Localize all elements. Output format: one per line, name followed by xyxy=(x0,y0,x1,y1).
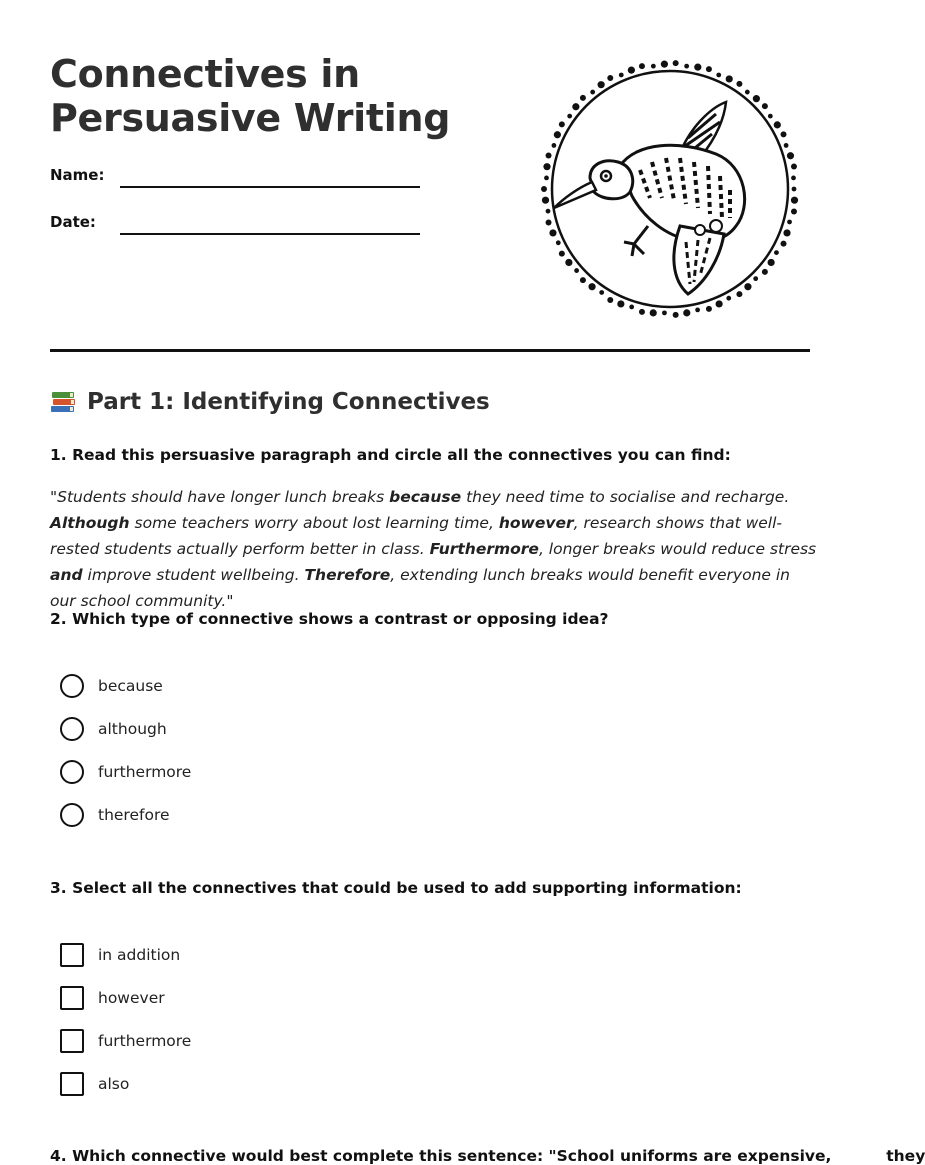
option-label: furthermore xyxy=(98,1032,192,1050)
question-4-text-end: they xyxy=(886,1147,925,1165)
question-2-option[interactable] xyxy=(60,803,170,827)
question-2-option[interactable] xyxy=(60,674,163,698)
connective-word[interactable]: Although xyxy=(50,514,130,532)
question-2-option[interactable] xyxy=(60,717,167,741)
connective-word[interactable]: Therefore xyxy=(304,566,391,584)
option-label: in addition xyxy=(98,946,181,964)
connective-word[interactable]: however xyxy=(498,514,574,532)
question-4-text: 4. Which connective would best complete this sentence: "School uniforms are expensive, xyxy=(50,1147,832,1165)
name-field[interactable] xyxy=(120,186,420,188)
option-label: although xyxy=(98,720,167,738)
question-3-option[interactable] xyxy=(60,986,165,1010)
part1-title: Part 1: Identifying Connectives xyxy=(87,388,490,415)
connective-word[interactable]: because xyxy=(389,488,462,506)
title-line-1: Connectives in xyxy=(50,52,360,96)
option-label: therefore xyxy=(98,806,170,824)
checkbox[interactable] xyxy=(60,1029,84,1053)
section-divider xyxy=(50,349,810,352)
checkbox[interactable] xyxy=(60,943,84,967)
option-label: because xyxy=(98,677,163,695)
question-3-prompt: 3. Select all the connectives that could be used to add supporting information: xyxy=(50,879,742,897)
question-2-option[interactable] xyxy=(60,760,191,784)
checkbox[interactable] xyxy=(60,986,84,1010)
radio-button[interactable] xyxy=(60,674,84,698)
name-label: Name: xyxy=(50,166,105,184)
radio-button[interactable] xyxy=(60,760,84,784)
question-3-option[interactable] xyxy=(60,1029,191,1053)
question-4-prompt xyxy=(50,1147,925,1165)
kiwi-bird-emblem-icon xyxy=(540,58,800,320)
paragraph-text: , research shows that well-rested students actually perform better in class. xyxy=(50,514,783,558)
paragraph-text: some teachers worry about lost learning time, xyxy=(129,514,499,532)
option-label: furthermore xyxy=(98,763,192,781)
books-icon xyxy=(50,388,77,415)
option-label: however xyxy=(98,989,165,1007)
connective-word[interactable]: and xyxy=(50,566,83,584)
worksheet-title xyxy=(50,52,450,140)
date-label: Date: xyxy=(50,213,96,231)
question-2-prompt: 2. Which type of connective shows a contrast or opposing idea? xyxy=(50,610,609,628)
persuasive-paragraph xyxy=(50,484,820,614)
question-1-prompt: 1. Read this persuasive paragraph and circle all the connectives you can find: xyxy=(50,446,731,464)
part1-heading xyxy=(50,388,490,415)
paragraph-text: they need time to socialise and recharge. xyxy=(461,488,790,506)
radio-button[interactable] xyxy=(60,803,84,827)
paragraph-text: , longer breaks would reduce stress xyxy=(538,540,817,558)
paragraph-text: "Students should have longer lunch breaks xyxy=(50,488,390,506)
question-3-option[interactable] xyxy=(60,1072,129,1096)
question-3-option[interactable] xyxy=(60,943,180,967)
date-field[interactable] xyxy=(120,233,420,235)
checkbox[interactable] xyxy=(60,1072,84,1096)
option-label: also xyxy=(98,1075,130,1093)
title-line-2: Persuasive Writing xyxy=(50,96,451,140)
paragraph-text: improve student wellbeing. xyxy=(82,566,305,584)
connective-word[interactable]: Furthermore xyxy=(429,540,539,558)
radio-button[interactable] xyxy=(60,717,84,741)
paragraph-text: , extending lunch breaks would benefit everyone in our school community." xyxy=(50,566,790,610)
